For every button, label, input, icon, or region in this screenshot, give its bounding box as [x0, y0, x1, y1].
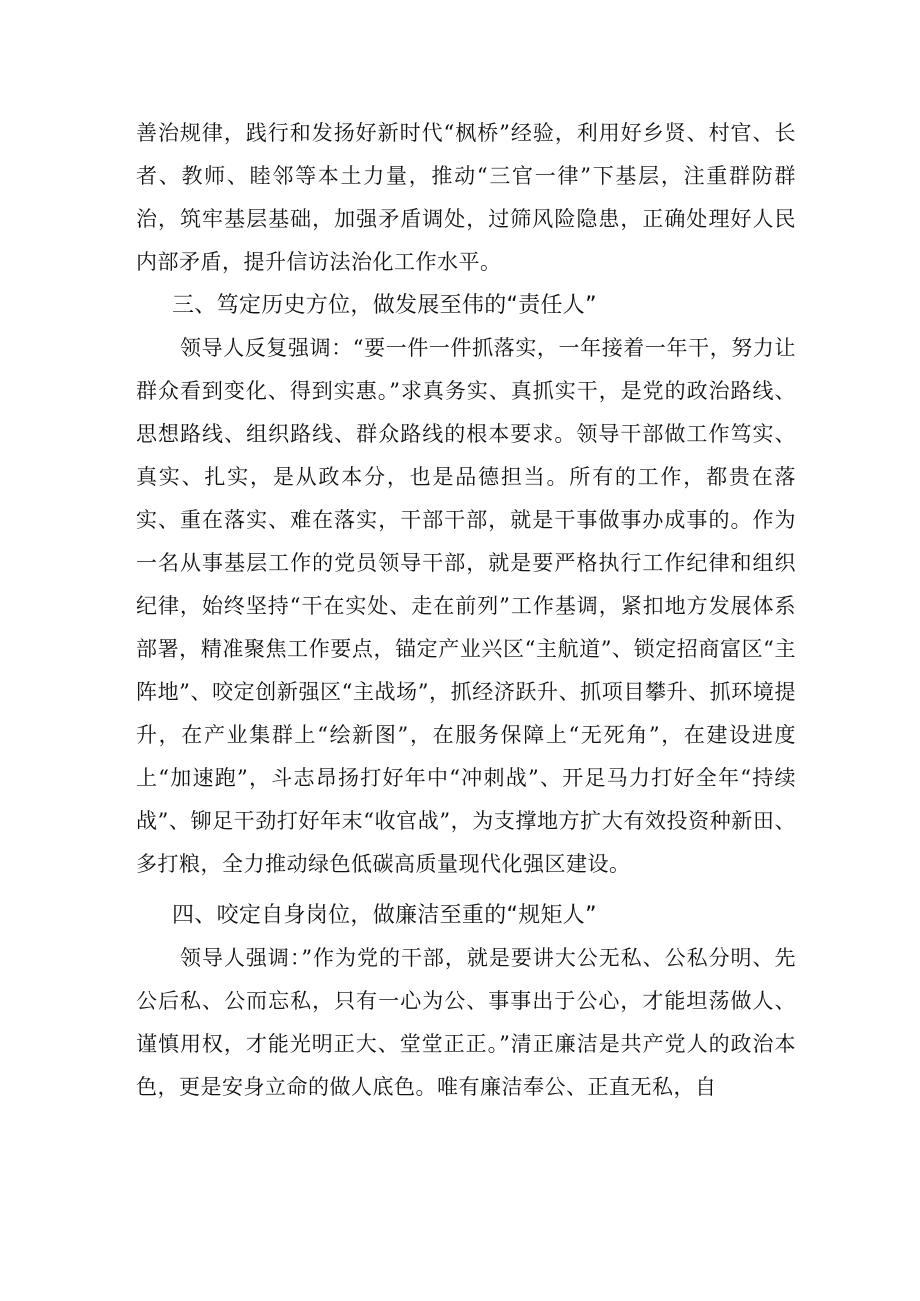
- section-heading-4: 四、咬定自身岗位，做廉洁至重的“规矩人”: [172, 903, 597, 928]
- paragraph-section-4: 领导人强调：”作为党的干部，就是要讲大公无私、公私分明、先公后私、公而忘私，只有一心为公、事事出于公心，才能坦荡做人、谨慎用权，才能光明正大、堂堂正正。”清正廉洁是共产党人的政治本色，更是安身立命的做人底色。唯有廉洁奉公、正直无私，自: [136, 946, 796, 1099]
- paragraph-section-3: 领导人反复强调：“要一件一件抓落实，一年接着一年干，努力让群众看到变化、得到实惠。”求真务实、真抓实干，是党的政治路线、思想路线、组织路线、群众路线的根本要求。领导干部做工作笃实、真实、扎实，是从政本分，也是品德担当。所有的工作，都贵在落实、重在落实、难在落实，干部干部，就是干事做事办成事的。作为一名从事基层工作的党员领导干部，就是要严格执行工作纪律和组织纪律，始终坚持“干在实处、走在前列”工作基调，紧扣地方发展体系部署，精准聚焦工作要点，锚定产业兴区“主航道”、锁定招商富区“主阵地”、咬定创新强区“主战场”，抓经济跃升、抓项目攀升、抓环境提升，在产业集群上“绘新图”，在服务保障上“无死角”，在建设进度上“加速跑”，斗志昂扬打好年中“冲刺战”、开足马力打好全年“持续战”、铆足干劲打好年末“收官战”，为支撑地方扩大有效投资种新田、多打粮，全力推动绿色低碳高质量现代化强区建设。: [136, 336, 796, 876]
- section-heading-3: 三、笃定历史方位，做发展至伟的“责任人”: [172, 293, 597, 318]
- paragraph-continued: 善治规律，践行和发扬好新时代“枫桥”经验，利用好乡贤、村官、长者、教师、睦邻等本土力量，推动“三官一律”下基层，注重群防群治，筑牢基层基础，加强矛盾调处，过筛风险隐患，正确处理好人民内部矛盾，提升信访法治化工作水平。: [136, 121, 796, 274]
- document-body: [136, 112, 796, 1109]
